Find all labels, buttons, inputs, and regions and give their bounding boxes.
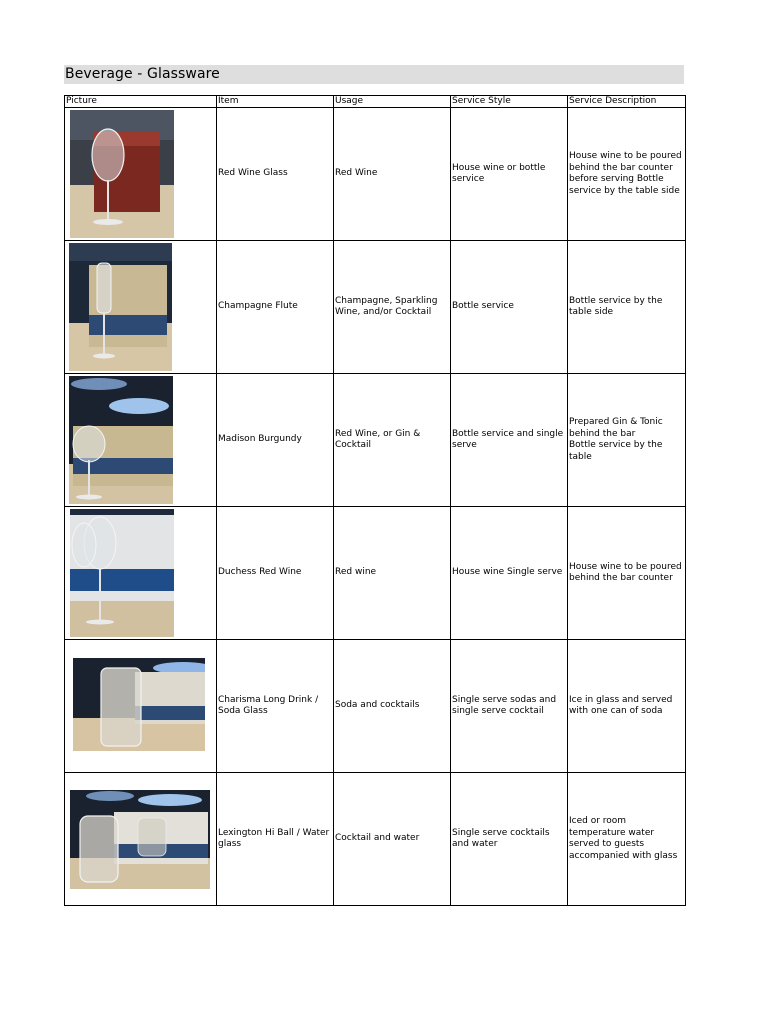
- page-title: Beverage - Glassware: [65, 66, 220, 82]
- table-row: [65, 507, 686, 640]
- charisma-glass-photo: [73, 658, 205, 751]
- picture-cell: [65, 773, 217, 906]
- service-description-cell: House wine to be poured behind the bar counter before serving Bottle service by the table side: [568, 108, 686, 241]
- usage-cell: Red wine: [334, 507, 451, 640]
- header-picture: Picture: [65, 96, 217, 108]
- lexington-hiball-photo: [70, 790, 210, 889]
- picture-cell: [65, 241, 217, 374]
- title-bar: [64, 65, 684, 84]
- service-description-cell: Iced or room temperature water served to guests accompanied with glass: [568, 773, 686, 906]
- service-style-cell: Bottle service: [451, 241, 568, 374]
- table-row: [65, 374, 686, 507]
- service-description-cell: Bottle service by the table side: [568, 241, 686, 374]
- service-style-cell: Single serve sodas and single serve cocktail: [451, 640, 568, 773]
- header-usage: Usage: [334, 96, 451, 108]
- item-cell: Madison Burgundy: [217, 374, 334, 507]
- usage-cell: Champagne, Sparkling Wine, and/or Cocktail: [334, 241, 451, 374]
- item-cell: Charisma Long Drink / Soda Glass: [217, 640, 334, 773]
- red-wine-glass-photo: [70, 110, 174, 238]
- service-description-cell: Prepared Gin & Tonic behind the bar Bottle service by the table: [568, 374, 686, 507]
- table-row: [65, 241, 686, 374]
- table-row: [65, 108, 686, 241]
- item-cell: Lexington Hi Ball / Water glass: [217, 773, 334, 906]
- header-service-style: Service Style: [451, 96, 568, 108]
- item-cell: Duchess Red Wine: [217, 507, 334, 640]
- service-style-cell: Single serve cocktails and water: [451, 773, 568, 906]
- usage-cell: Red Wine, or Gin & Cocktail: [334, 374, 451, 507]
- champagne-flute-photo: [69, 243, 172, 371]
- service-style-cell: House wine or bottle service: [451, 108, 568, 241]
- item-cell: Champagne Flute: [217, 241, 334, 374]
- service-style-cell: House wine Single serve: [451, 507, 568, 640]
- item-cell: Red Wine Glass: [217, 108, 334, 241]
- glassware-table: [64, 95, 686, 906]
- duchess-red-wine-photo: [70, 509, 174, 637]
- usage-cell: Cocktail and water: [334, 773, 451, 906]
- table-row: [65, 773, 686, 906]
- usage-cell: Soda and cocktails: [334, 640, 451, 773]
- table-row: [65, 640, 686, 773]
- usage-cell: Red Wine: [334, 108, 451, 241]
- picture-cell: [65, 108, 217, 241]
- service-description-cell: House wine to be poured behind the bar counter: [568, 507, 686, 640]
- header-service-description: Service Description: [568, 96, 686, 108]
- picture-cell: [65, 374, 217, 507]
- madison-burgundy-photo: [69, 376, 173, 504]
- service-description-cell: Ice in glass and served with one can of soda: [568, 640, 686, 773]
- picture-cell: [65, 640, 217, 773]
- picture-cell: [65, 507, 217, 640]
- table-header-row: [65, 96, 686, 108]
- service-style-cell: Bottle service and single serve: [451, 374, 568, 507]
- header-item: Item: [217, 96, 334, 108]
